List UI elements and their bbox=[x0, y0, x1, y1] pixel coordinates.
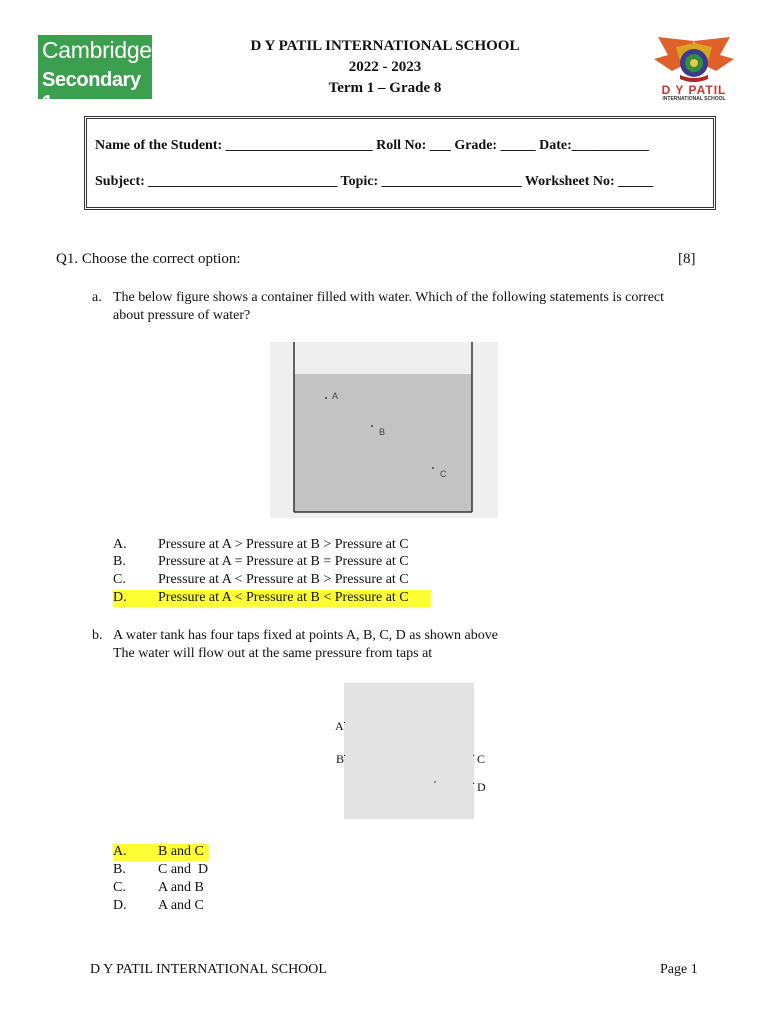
option-b-c-letter: C. bbox=[113, 880, 126, 895]
figure1-label-a: A bbox=[332, 391, 339, 401]
option-d-text: Pressure at A < Pressure at B < Pressure at C bbox=[158, 590, 409, 605]
tap-b-label: B bbox=[336, 752, 345, 766]
cambridge-logo bbox=[38, 35, 152, 114]
option-b-letter: B. bbox=[113, 554, 126, 569]
student-info-row-2: Subject: ___________________________ Topic: ____________________ Worksheet No: _____ bbox=[95, 174, 654, 189]
part-a-letter: a. bbox=[92, 290, 102, 305]
tap-c-label: C bbox=[477, 752, 486, 766]
part-b-letter: b. bbox=[92, 628, 103, 643]
option-b-d-text: A and C bbox=[158, 898, 204, 913]
term-grade: Term 1 – Grade 8 bbox=[328, 80, 442, 96]
option-b-c-text: A and B bbox=[158, 880, 204, 895]
figure1-label-b: B bbox=[379, 427, 386, 437]
school-logo-subtext: INTERNATIONAL SCHOOL bbox=[662, 96, 726, 102]
tap-a-label: A bbox=[335, 719, 344, 733]
option-b-b-text: C and D bbox=[158, 862, 209, 877]
tap-d-label: D bbox=[477, 780, 486, 794]
option-a-text: Pressure at A > Pressure at B > Pressure at C bbox=[158, 537, 409, 552]
tap-b-marker: · bbox=[343, 751, 347, 762]
footer-school-name: D Y PATIL INTERNATIONAL SCHOOL bbox=[90, 962, 327, 977]
student-info-box bbox=[84, 116, 716, 210]
part-a-text-line2: about pressure of water? bbox=[113, 308, 251, 323]
school-crest-logo bbox=[650, 35, 738, 103]
part-a-text-line1: The below figure shows a container filled with water. Which of the following statements is correct bbox=[113, 290, 665, 305]
footer-page-number: Page 1 bbox=[660, 962, 698, 977]
option-d-letter: D. bbox=[113, 590, 127, 605]
part-b-text-line1: A water tank has four taps fixed at points A, B, C, D as shown above bbox=[113, 628, 498, 643]
figure1-label-c: C bbox=[440, 469, 447, 479]
question-1-marks: [8] bbox=[678, 251, 696, 267]
school-name: D Y PATIL INTERNATIONAL SCHOOL bbox=[250, 38, 520, 54]
point-c-marker bbox=[432, 467, 434, 469]
cambridge-logo-line2: Secondary 1 bbox=[42, 69, 141, 114]
option-c-letter: C. bbox=[113, 572, 126, 587]
option-b-d-letter: D. bbox=[113, 898, 127, 913]
student-info-row-1: Name of the Student: _____________________ Roll No: ___ Grade: _____ Date:___________ bbox=[95, 138, 649, 153]
tap-c-marker: · bbox=[472, 751, 476, 762]
option-b-b-letter: B. bbox=[113, 862, 126, 877]
tap-d-marker: · bbox=[472, 779, 476, 790]
school-logo-text: D Y PATIL bbox=[661, 83, 727, 97]
option-b-a-letter: A. bbox=[113, 844, 127, 859]
option-b-text: Pressure at A = Pressure at B = Pressure at C bbox=[158, 554, 409, 569]
part-b-text-line2: The water will flow out at the same pressure from taps at bbox=[113, 646, 433, 661]
option-c-text: Pressure at A < Pressure at B > Pressure at C bbox=[158, 572, 409, 587]
academic-year: 2022 - 2023 bbox=[348, 59, 422, 75]
cambridge-logo-line1: Cambridge bbox=[42, 37, 152, 63]
tap-a-marker: · bbox=[343, 718, 347, 729]
container-figure bbox=[270, 342, 498, 518]
option-b-a-text: B and C bbox=[158, 844, 204, 859]
question-1-title: Q1. Choose the correct option: bbox=[56, 251, 241, 267]
water-tank-figure bbox=[344, 683, 474, 819]
point-b-marker bbox=[371, 425, 373, 427]
option-a-letter: A. bbox=[113, 537, 127, 552]
point-a-marker bbox=[325, 397, 327, 399]
